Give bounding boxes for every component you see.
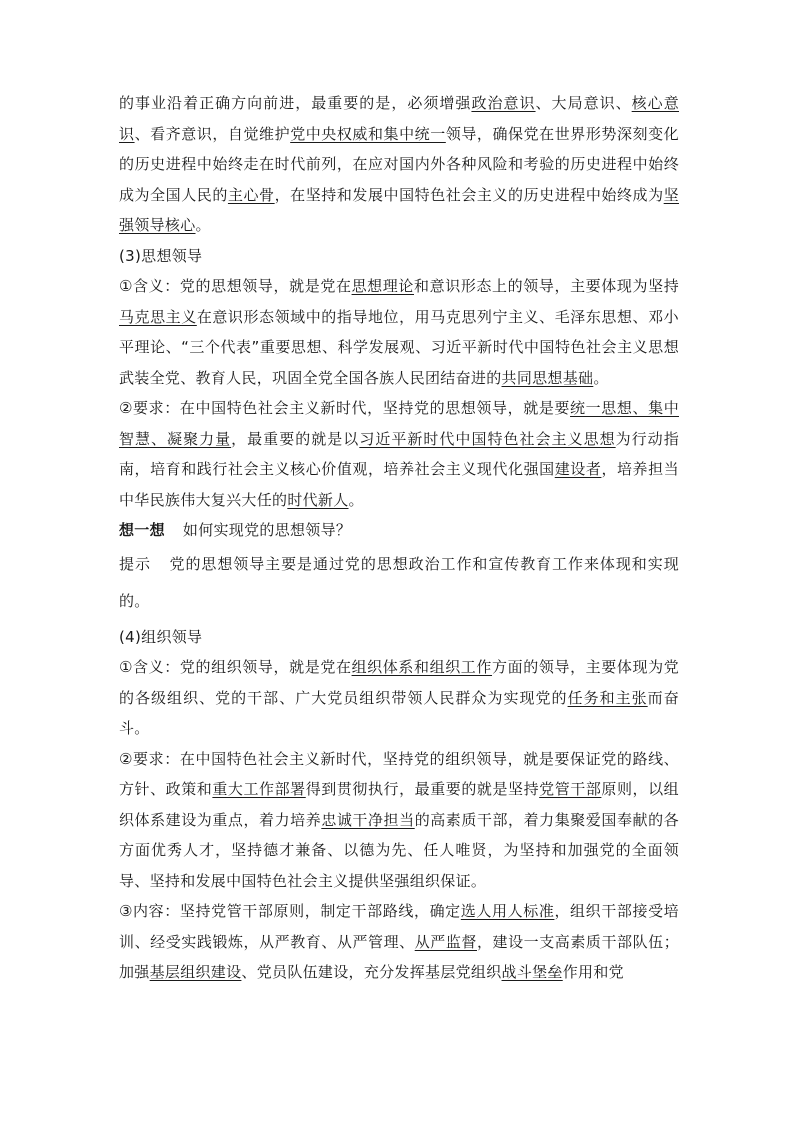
underlined-key-term: 坚强领导核心	[119, 185, 679, 234]
text-run: (4)组织领导	[119, 627, 203, 646]
underlined-key-term: 主心骨	[227, 185, 275, 204]
underlined-key-term: 选人用人标准	[460, 902, 555, 920]
ideological-requirement	[119, 393, 679, 515]
text-run: 、大局意识、	[535, 94, 632, 112]
section-heading-3	[119, 241, 679, 272]
underlined-key-term: 共同思想基础	[501, 368, 594, 387]
text-run: 领导，确保党在世界形势深刻变化的历史进程中始终走在时代前列，在应对国内外各种风险和考验的历史进程中始终成为全国人民的	[119, 124, 679, 204]
underlined-key-term: 政治意识	[471, 94, 536, 112]
underlined-key-term: 时代新人	[287, 490, 349, 509]
underlined-key-term: 习近平新时代中国特色社会主义思想	[359, 429, 616, 448]
text-run: ，建设一支高素质干部队伍；加强	[119, 932, 680, 981]
hint-answer	[119, 546, 679, 620]
underlined-key-term: 忠诚干净担当	[321, 810, 415, 829]
document-body	[119, 88, 679, 988]
intro-paragraph	[119, 88, 679, 241]
underlined-key-term: 马克思主义	[119, 307, 197, 326]
text-run: 的高素质干部，着力集聚爱国奉献的各方面优秀人才，坚持德才兼备、以德为先、任人唯贤，为坚持和加强党的全面领导、坚持和发展中国特色社会主义提供坚强组织保证。	[119, 810, 679, 890]
bold-label: 想一想	[119, 521, 165, 539]
text-run: 。	[593, 368, 609, 387]
section-heading-4	[119, 622, 679, 653]
text-run: ①含义：党的思想领导，就是党在	[119, 277, 352, 295]
text-run: ，在坚持和发展中国特色社会主义的历史进程中始终成为	[274, 185, 664, 204]
text-run: 方面的领导，主要体现为党的各级组织、党的干部、广大党员组织带领人民群众为实现党的	[119, 658, 680, 707]
text-run: 。	[348, 490, 364, 509]
ideological-meaning	[119, 271, 679, 393]
organizational-requirement	[119, 744, 679, 897]
underlined-key-term: 核心意识	[119, 94, 679, 143]
text-run: ②要求：在中国特色社会主义新时代，坚持党的组织领导，就是要保证党的路线、方针、政策和	[119, 749, 679, 798]
underlined-key-term: 思想理论	[351, 277, 414, 295]
underlined-key-term: 党管干部	[539, 780, 602, 798]
text-run: ，组织干部接受培训、经受实践锻炼，从严教育、从严管理、	[119, 902, 679, 951]
underlined-key-term: 组织体系和组织工作	[351, 658, 493, 676]
text-run: 、看齐意识，自觉维护	[134, 124, 291, 143]
underlined-key-term: 任务和主张	[567, 688, 648, 707]
text-run: 党的思想领导主要是通过党的思想政治工作和宣传教育工作来体现和实现的。	[119, 554, 679, 610]
text-run: ，最重要的就是以	[231, 429, 360, 448]
underlined-key-term: 统一思想、集中智慧、凝聚力量	[119, 399, 679, 448]
text-run: 的事业沿着正确方向前进，最重要的是，必须增强	[119, 94, 472, 112]
text-run: 如何实现党的思想领导？	[182, 521, 352, 539]
organizational-content	[119, 896, 679, 988]
underlined-key-term: 从严监督	[414, 932, 477, 951]
text-run: 提示	[119, 554, 151, 573]
text-run: (3)思想领导	[119, 246, 203, 265]
text-run: ②要求：在中国特色社会主义新时代，坚持党的思想领导，就是要	[119, 399, 571, 417]
text-run: 作用和党	[562, 963, 624, 981]
underlined-key-term: 基层组织建设	[149, 963, 242, 981]
text-run: 得到贯彻执行，最重要的就是坚持	[305, 780, 540, 798]
underlined-key-term: 重大工作部署	[212, 780, 306, 798]
text-run: 在意识形态领域中的指导地位，用马克思列宁主义、毛泽东思想、邓小平理论、“三个代表”重要思想、科学发展观、习近平新时代中国特色社会主义思想武装全党、教育人民，巩固全党全国各族人民团结奋进的	[119, 307, 679, 387]
text-run: 。	[195, 216, 211, 234]
organizational-meaning	[119, 652, 679, 744]
text-run: 而奋斗。	[119, 688, 679, 737]
underlined-key-term: 战斗堡垒	[501, 963, 563, 981]
text-run: 为行动指南，培育和践行社会主义核心价值观，培养社会主义现代化强国	[119, 429, 680, 478]
text-run: ①含义：党的组织领导，就是党在	[119, 658, 352, 676]
text-run: 原则，以组织体系建设为重点，着力培养	[119, 780, 679, 829]
text-run: ，培养担当中华民族伟大复兴大任的	[119, 460, 679, 509]
text-run: ③内容：坚持党管干部原则，制定干部路线，确定	[119, 902, 461, 920]
think-question	[119, 515, 679, 546]
text-run: 、党员队伍建设，充分发挥基层党组织	[241, 963, 502, 981]
text-run: 和意识形态上的领导，主要体现为坚持	[414, 277, 680, 295]
underlined-key-term: 建设者	[554, 460, 602, 478]
underlined-key-term: 党中央权威和集中统一	[290, 124, 446, 143]
